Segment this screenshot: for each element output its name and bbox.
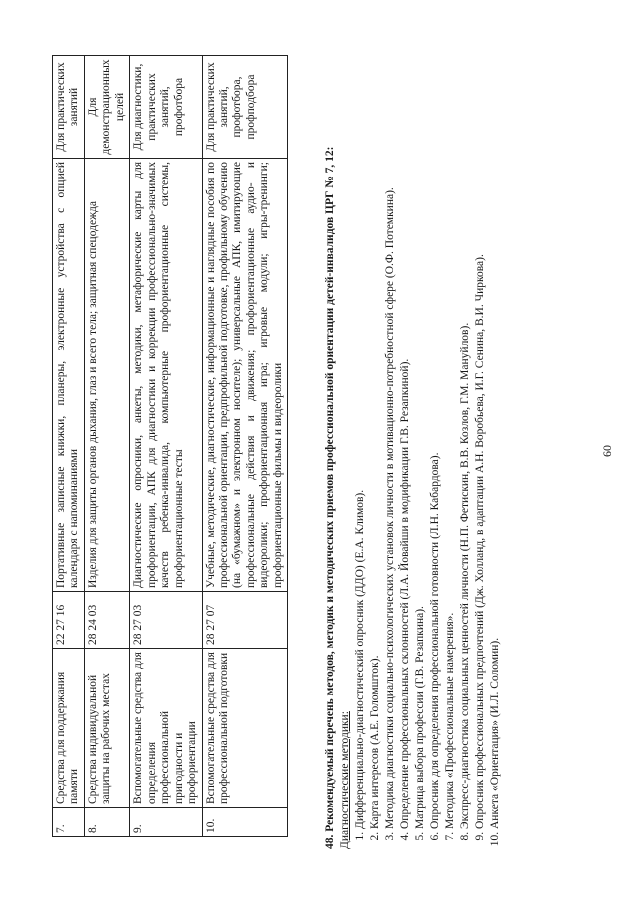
methods-section [323,49,503,849]
list-item: 5. Матрица выбора профессии (Г.В. Резапкина). [413,49,428,829]
row-number: 7. [53,808,85,837]
list-item: 6. Опросник для определения профессиональной готовности (Л.Н. Кабардова). [428,49,443,829]
list-item: 9. Опросник профессиональных предпочтений (Дж. Холланд, в адаптации А.Н. Воробьева, И.Г. Сенина, В.И. Чиркова). [473,49,488,829]
table-row [130,56,202,837]
equipment-description: Портативные записные книжки, планеры, электронные устройства с опцией календаря с напоминаниями [53,159,85,592]
equipment-purpose: Для диагностики, практических занятий, профотбора [130,56,202,159]
table-row [84,56,129,837]
row-number: 10. [202,808,288,837]
equipment-name: Средства для поддержания памяти [53,649,85,808]
equipment-purpose: Для практических занятий, профотбора, профподбора [202,56,288,159]
equipment-table [52,55,288,837]
equipment-code: 28 24 03 [84,592,129,649]
page-number: 60 [600,445,614,457]
equipment-code: 22 27 16 [53,592,85,649]
list-item: 1. Дифференциально-диагностический опросник (ДДО) (Е.А. Климов). [353,49,368,829]
equipment-table-body [53,56,288,837]
list-item: 4. Определение профессиональных склонностей (Л.А. Йовайши в модификации Г.В. Резапкиной). [398,49,413,829]
methods-list [353,49,503,849]
equipment-description: Диагностические опросники, анкеты, методики, метафорические карты для профориентации, АПК для диагностики и коррекции профессионально-значимых качеств ребенка-инвалида, компьютерные профориентационные системы, профориентационные тесты [130,159,202,592]
table-row [202,56,288,837]
equipment-purpose: Для демонстрационных целей [84,56,129,159]
equipment-name: Средства индивидуальной защиты на рабочих местах [84,649,129,808]
list-item: 3. Методика диагностики социально-психологических установок личности в мотивационно-потребностной сфере (О.Ф. Потемкина). [383,49,398,829]
list-item: 7. Методика «Профессиональные намерения». [443,49,458,829]
table-row [53,56,85,837]
list-item: 10. Анкета «Ориентация» (И.Л. Соломин). [488,49,503,829]
equipment-description: Изделия для защиты органов дыхания, глаз и всего тела; защитная спецодежда [84,159,129,592]
row-number: 8. [84,808,129,837]
equipment-code: 28 27 07 [202,592,288,649]
equipment-description: Учебные, методические, диагностические, информационные и наглядные пособия по профессиональной ориентации, предпрофильной подготовке, профильному обучению (на «бумажном» и электронном носителе); универсальные АПК, имитирующие профессиональные действия и движения; профориентационные аудио- и видеоролики; профориентационная игра; игровые модули; игры-тренинги; профориентационные фильмы и видеоролики [202,159,288,592]
equipment-name: Вспомогательные средства для профессиональной подготовки [202,649,288,808]
equipment-purpose: Для практических занятий [53,56,85,159]
equipment-name: Вспомогательные средства для определения профессиональной пригодности и профориентации [130,649,202,808]
section-subtitle: Диагностические методики: [339,711,351,849]
section-title: 48. Рекомендуемый перечень методов, методик и методических приемов профессиональной ориентации детей-инвалидов ЦРГ № 7, 12: [324,146,336,849]
equipment-code: 28 27 03 [130,592,202,649]
row-number: 9. [130,808,202,837]
list-item: 2. Карта интересов (А.Е. Голомшток). [368,49,383,829]
list-item: 8. Экспресс-диагностика социальных ценностей личности (Н.П. Фетискин, В.В. Козлов, Г.М. Мануйлов). [458,49,473,829]
